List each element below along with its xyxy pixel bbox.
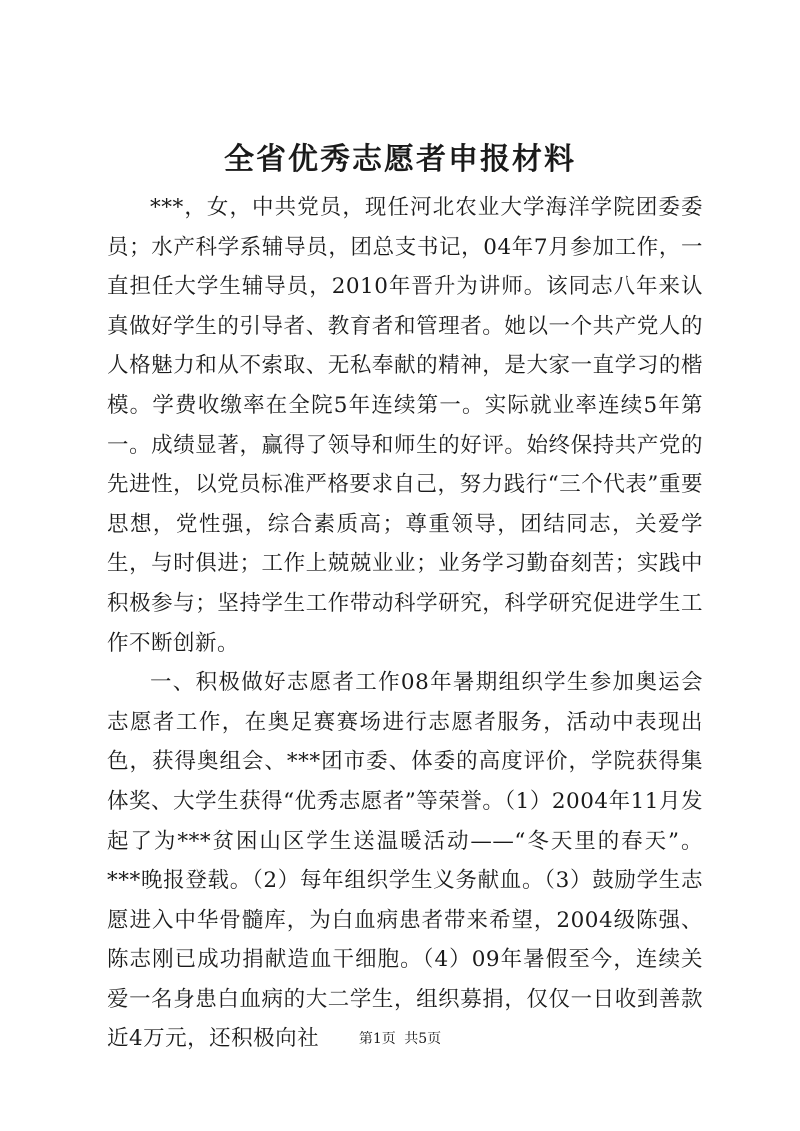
- page-footer: [0, 1029, 800, 1049]
- document-title: 全省优秀志愿者申报材料: [224, 142, 576, 177]
- page-number: 第1页: [358, 1031, 396, 1047]
- paragraph-intro: ***，女，中共党员，现任河北农业大学海洋学院团委委员；水产科学系辅导员，团总支书记，04年7月参加工作，一直担任大学生辅导员，2010年晋升为讲师。该同志八年来认真做好学生的引导者、教育者和管理者。她以一个共产党人的人格魅力和从不索取、无私奉献的精神，是大家一直学习的楷模。学费收缴率在全院5年连续第一。实际就业率连续5年第一。成绩显著，赢得了领导和师生的好评。始终保持共产党的先进性，以党员标准严格要求自己，努力践行“三个代表”重要思想，党性强，综合素质高；尊重领导，团结同志，关爱学生，与时俱进；工作上兢兢业业；业务学习勤奋刻苦；实践中积极参与；坚持学生工作带动科学研究，科学研究促进学生工作不断创新。: [107, 195, 703, 656]
- document-body: [107, 188, 703, 1059]
- paragraph-volunteer-work: 一、积极做好志愿者工作08年暑期组织学生参加奥运会志愿者工作，在奥足赛赛场进行志愿者服务，活动中表现出色，获得奥组会、***团市委、体委的高度评价，学院获得集体奖、大学生获得“优秀志愿者”等荣誉。（1）2004年11月发起了为***贫困山区学生送温暖活动——“冬天里的春天”。***晚报登载。（2）每年组织学生义务献血。（3）鼓励学生志愿进入中华骨髓库，为白血病患者带来希望，2004级陈强、陈志刚已成功捐献造血干细胞。（4）09年暑假至今，连续关爱一名身患白血病的大二学生，组织募捐，仅仅一日收到善款近4万元，还积极向社: [107, 670, 703, 1052]
- page-total: 共5页: [404, 1031, 442, 1047]
